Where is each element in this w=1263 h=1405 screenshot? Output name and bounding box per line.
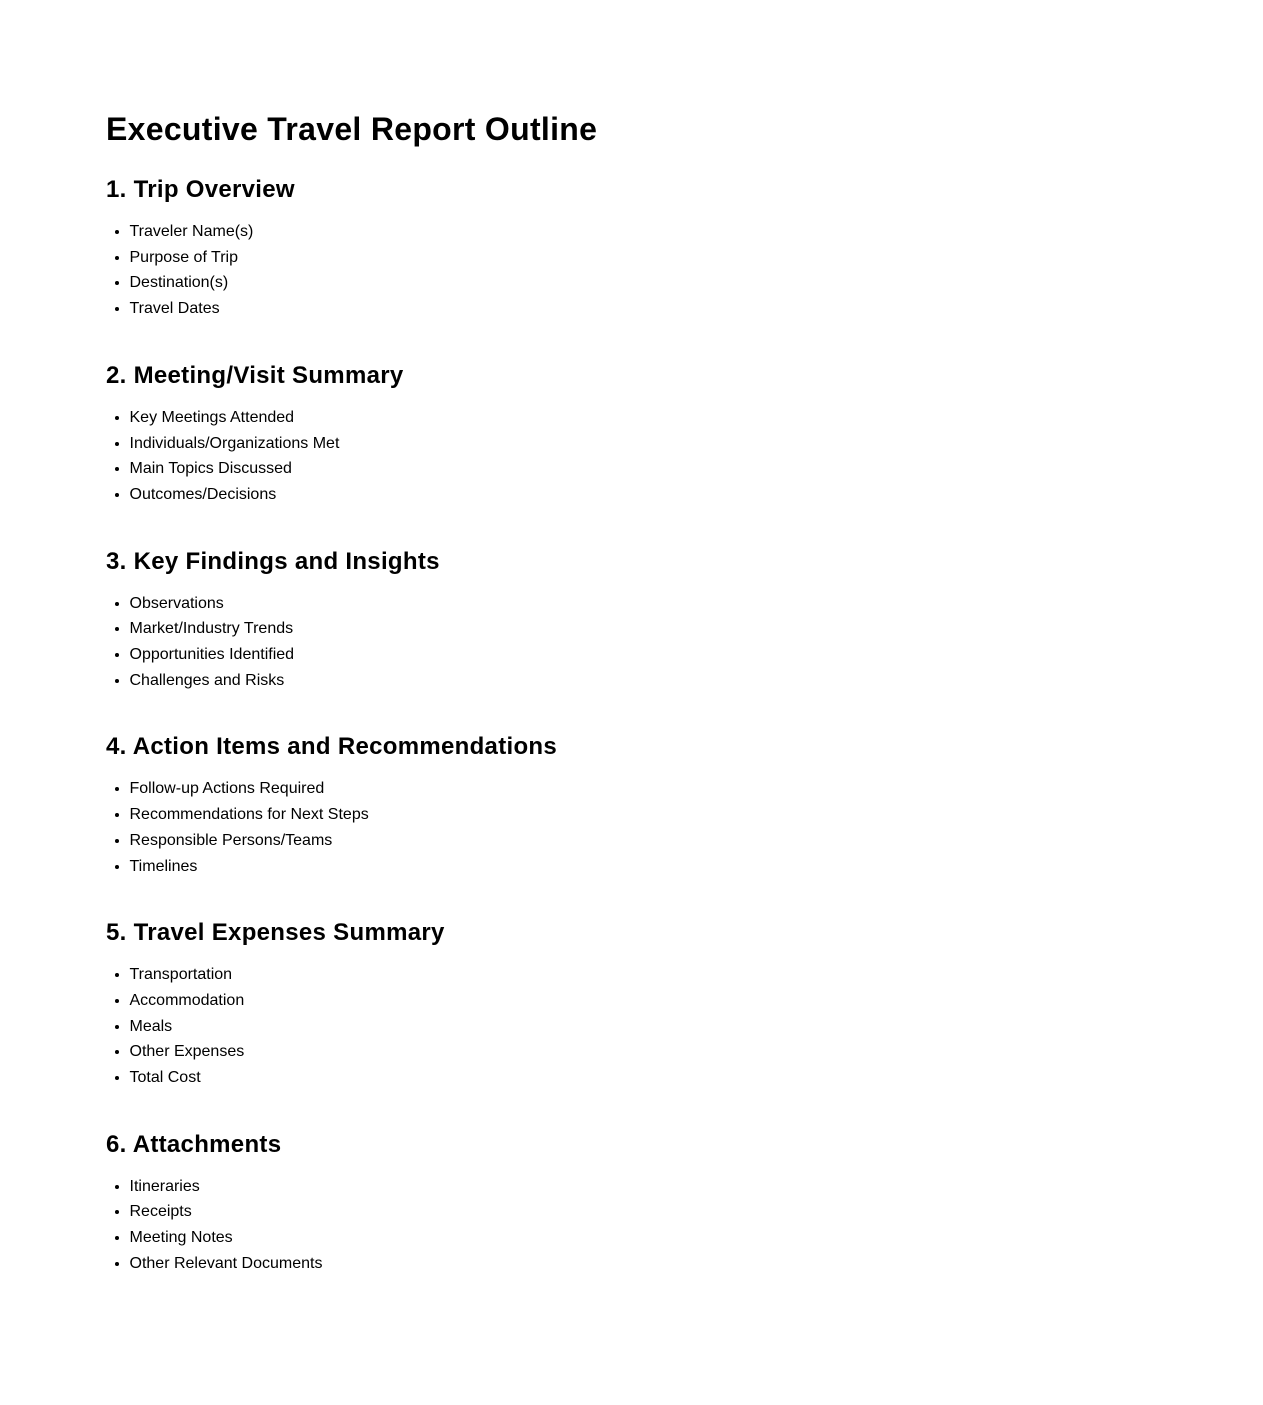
list-item: • Main Topics Discussed — [130, 456, 1263, 482]
list-item: • Individuals/Organizations Met — [130, 431, 1263, 457]
section-heading: 5. Travel Expenses Summary — [106, 919, 445, 947]
list-item: • Recommendations for Next Steps — [130, 802, 1263, 828]
section-meeting-visit-summary — [106, 362, 1263, 508]
list-item: • Other Relevant Documents — [130, 1251, 1263, 1277]
list-item: • Travel Dates — [130, 296, 1263, 322]
list-item: • Timelines — [130, 854, 1263, 880]
list-item: • Other Expenses — [130, 1039, 1263, 1065]
section-heading: 3. Key Findings and Insights — [106, 547, 440, 575]
list-item: • Outcomes/Decisions — [130, 482, 1263, 508]
bullet-list — [106, 405, 1263, 508]
list-item: • Receipts — [130, 1199, 1263, 1225]
bullet-list — [106, 591, 1263, 694]
bullet-list — [106, 776, 1263, 879]
list-item: • Purpose of Trip — [130, 245, 1263, 271]
list-item: • Follow-up Actions Required — [130, 776, 1263, 802]
section-heading: 2. Meeting/Visit Summary — [106, 361, 404, 389]
list-item: • Meeting Notes — [130, 1225, 1263, 1251]
list-item: • Transportation — [130, 962, 1263, 988]
list-item: • Market/Industry Trends — [130, 616, 1263, 642]
section-heading: 6. Attachments — [106, 1130, 282, 1158]
section-key-findings — [106, 548, 1263, 694]
list-item: • Destination(s) — [130, 270, 1263, 296]
section-travel-expenses — [106, 919, 1263, 1091]
bullet-list — [106, 1174, 1263, 1277]
section-heading: 4. Action Items and Recommendations — [106, 733, 558, 761]
list-item: • Opportunities Identified — [130, 642, 1263, 668]
section-attachments — [106, 1131, 1263, 1277]
section-action-items — [106, 733, 1263, 879]
list-item: • Key Meetings Attended — [130, 405, 1263, 431]
list-item: • Traveler Name(s) — [130, 219, 1263, 245]
list-item: • Itineraries — [130, 1174, 1263, 1200]
section-trip-overview — [106, 176, 1263, 322]
bullet-list — [106, 962, 1263, 1091]
section-heading: 1. Trip Overview — [106, 176, 295, 203]
list-item: • Observations — [130, 591, 1263, 617]
page-title: Executive Travel Report Outline — [106, 111, 598, 147]
list-item: • Total Cost — [130, 1065, 1263, 1091]
list-item: • Responsible Persons/Teams — [130, 828, 1263, 854]
list-item: • Meals — [130, 1014, 1263, 1040]
bullet-list — [106, 219, 1263, 322]
list-item: • Challenges and Risks — [130, 668, 1263, 694]
list-item: • Accommodation — [130, 988, 1263, 1014]
